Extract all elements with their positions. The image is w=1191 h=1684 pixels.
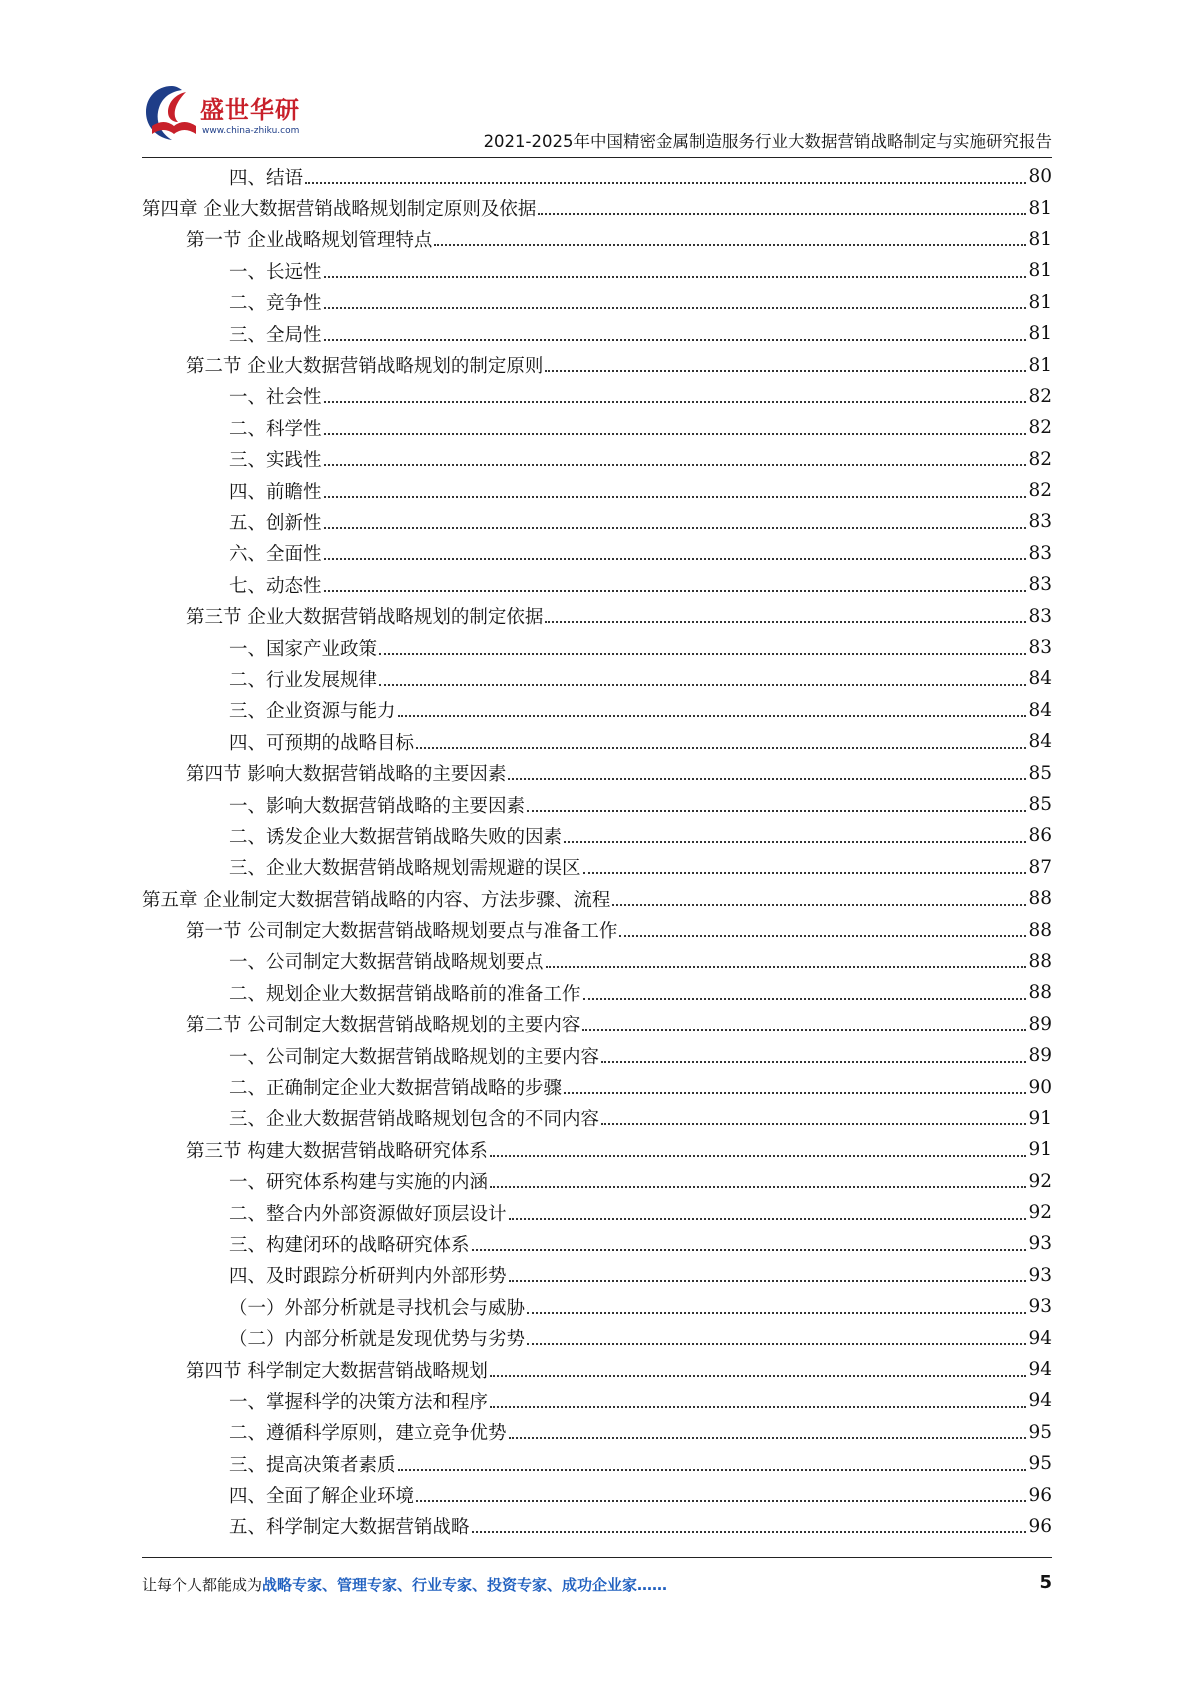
toc-dot-leader xyxy=(324,307,1027,309)
toc-entry-title: 六、全面性 xyxy=(229,544,322,566)
toc-entry[interactable] xyxy=(142,946,1052,977)
toc-entry-page: 92 xyxy=(1028,1202,1052,1224)
toc-dot-leader xyxy=(305,182,1026,184)
toc-entry-page: 88 xyxy=(1028,950,1052,972)
toc-dot-leader xyxy=(509,1437,1027,1439)
toc-entry-title: 四、可预期的战略目标 xyxy=(229,732,415,754)
toc-entry-page: 96 xyxy=(1028,1515,1052,1537)
toc-entry[interactable] xyxy=(142,1166,1052,1197)
toc-entry-page: 93 xyxy=(1028,1264,1052,1286)
toc-dot-leader xyxy=(379,653,1026,655)
toc-entry-page: 94 xyxy=(1028,1327,1052,1349)
report-title: 2021-2025年中国精密金属制造服务行业大数据营销战略制定与实施研究报告 xyxy=(483,132,1052,151)
toc-entry[interactable] xyxy=(142,695,1052,726)
toc-entry-page: 89 xyxy=(1028,1013,1052,1035)
toc-entry-title: 二、行业发展规律 xyxy=(229,669,378,691)
toc-entry-title: 三、全局性 xyxy=(229,324,322,346)
toc-entry-title: 四、结语 xyxy=(229,167,304,189)
toc-entry-page: 83 xyxy=(1028,574,1052,596)
toc-entry-title: 三、企业资源与能力 xyxy=(229,701,396,723)
page-header xyxy=(142,80,1052,160)
toc-dot-leader xyxy=(398,1469,1027,1471)
toc-dot-leader xyxy=(324,496,1027,498)
toc-entry-title: 一、社会性 xyxy=(229,387,322,409)
toc-entry-page: 81 xyxy=(1028,228,1052,250)
toc-entry-page: 93 xyxy=(1028,1233,1052,1255)
footer-slogan-highlight: 战略专家、管理专家、行业专家、投资专家、成功企业家…… xyxy=(262,1576,668,1594)
toc-entry-title: 五、创新性 xyxy=(229,512,322,534)
toc-entry-page: 83 xyxy=(1028,637,1052,659)
toc-entry[interactable] xyxy=(142,349,1052,380)
toc-dot-leader xyxy=(416,1500,1026,1502)
toc-dot-leader xyxy=(324,590,1027,592)
toc-entry[interactable] xyxy=(142,1291,1052,1322)
toc-entry[interactable] xyxy=(142,1511,1052,1542)
toc-entry-page: 84 xyxy=(1028,699,1052,721)
company-logo xyxy=(142,82,312,152)
toc-entry-title: 七、动态性 xyxy=(229,575,322,597)
toc-entry-title: 二、规划企业大数据营销战略前的准备工作 xyxy=(229,983,581,1005)
toc-entry[interactable] xyxy=(142,161,1052,192)
toc-entry[interactable] xyxy=(142,1134,1052,1165)
toc-entry-page: 88 xyxy=(1028,919,1052,941)
toc-entry-page: 95 xyxy=(1028,1421,1052,1443)
toc-entry-title: 第二节 企业大数据营销战略规划的制定原则 xyxy=(186,356,544,378)
toc-dot-leader xyxy=(582,1029,1026,1031)
toc-entry[interactable] xyxy=(142,1071,1052,1102)
toc-entry-title: 一、公司制定大数据营销战略规划要点 xyxy=(229,952,544,974)
toc-entry[interactable] xyxy=(142,1322,1052,1353)
toc-entry-title: 一、影响大数据营销战略的主要因素 xyxy=(229,795,526,817)
toc-entry[interactable] xyxy=(142,852,1052,883)
toc-dot-leader xyxy=(490,1186,1026,1188)
toc-entry-page: 82 xyxy=(1028,448,1052,470)
toc-entry[interactable] xyxy=(142,726,1052,757)
toc-entry[interactable] xyxy=(142,1040,1052,1071)
toc-entry-page: 89 xyxy=(1028,1045,1052,1067)
toc-entry[interactable] xyxy=(142,224,1052,255)
toc-entry-page: 82 xyxy=(1028,385,1052,407)
toc-dot-leader xyxy=(601,1061,1026,1063)
toc-dot-leader xyxy=(472,1531,1027,1533)
toc-entry-title: 三、构建闭环的战略研究体系 xyxy=(229,1234,470,1256)
toc-entry-title: 三、企业大数据营销战略规划需规避的误区 xyxy=(229,858,581,880)
toc-entry-page: 94 xyxy=(1028,1390,1052,1412)
toc-entry-title: 一、掌握科学的决策方法和程序 xyxy=(229,1391,489,1413)
toc-entry-page: 84 xyxy=(1028,731,1052,753)
toc-entry[interactable] xyxy=(142,757,1052,788)
toc-dot-leader xyxy=(324,339,1027,341)
toc-entry[interactable] xyxy=(142,1197,1052,1228)
toc-entry-title: 一、公司制定大数据营销战略规划的主要内容 xyxy=(229,1046,600,1068)
toc-entry-title: 第二节 公司制定大数据营销战略规划的主要内容 xyxy=(186,1015,581,1037)
toc-dot-leader xyxy=(434,244,1026,246)
toc-entry-page: 81 xyxy=(1028,260,1052,282)
toc-entry-page: 96 xyxy=(1028,1484,1052,1506)
toc-entry-title: 一、研究体系构建与实施的内涵 xyxy=(229,1172,489,1194)
toc-entry-title: 二、整合内外部资源做好顶层设计 xyxy=(229,1203,507,1225)
toc-entry-title: 五、科学制定大数据营销战略 xyxy=(229,1517,470,1539)
toc-dot-leader xyxy=(509,1280,1027,1282)
toc-entry-title: 第四章 企业大数据营销战略规划制定原则及依据 xyxy=(142,199,537,221)
toc-entry[interactable] xyxy=(142,1103,1052,1134)
toc-dot-leader xyxy=(527,810,1026,812)
toc-entry-page: 86 xyxy=(1028,825,1052,847)
toc-entry[interactable] xyxy=(142,632,1052,663)
toc-entry-page: 91 xyxy=(1028,1139,1052,1161)
toc-entry-page: 81 xyxy=(1028,291,1052,313)
toc-entry[interactable] xyxy=(142,1385,1052,1416)
toc-dot-leader xyxy=(508,778,1026,780)
toc-entry[interactable] xyxy=(142,663,1052,694)
toc-dot-leader xyxy=(324,276,1027,278)
toc-entry-title: 第四节 科学制定大数据营销战略规划 xyxy=(186,1360,488,1382)
logo-title: 盛世华研 xyxy=(200,96,300,124)
toc-entry[interactable] xyxy=(142,1228,1052,1259)
toc-entry[interactable] xyxy=(142,318,1052,349)
toc-entry-page: 93 xyxy=(1028,1296,1052,1318)
toc-dot-leader xyxy=(398,715,1027,717)
toc-entry-title: 第三节 构建大数据营销战略研究体系 xyxy=(186,1140,488,1162)
toc-entry[interactable] xyxy=(142,1448,1052,1479)
toc-entry[interactable] xyxy=(142,506,1052,537)
toc-entry[interactable] xyxy=(142,789,1052,820)
toc-entry-page: 88 xyxy=(1028,888,1052,910)
toc-dot-leader xyxy=(545,370,1026,372)
toc-entry[interactable] xyxy=(142,538,1052,569)
toc-dot-leader xyxy=(416,747,1026,749)
toc-entry[interactable] xyxy=(142,820,1052,851)
toc-entry-title: 四、前瞻性 xyxy=(229,481,322,503)
toc-entry-page: 82 xyxy=(1028,417,1052,439)
toc-entry-title: 二、竞争性 xyxy=(229,293,322,315)
toc-entry[interactable] xyxy=(142,255,1052,286)
header-divider xyxy=(142,157,1052,158)
toc-entry-page: 85 xyxy=(1028,762,1052,784)
toc-entry-title: 三、实践性 xyxy=(229,450,322,472)
toc-entry-page: 94 xyxy=(1028,1359,1052,1381)
toc-entry-title: （一）外部分析就是寻找机会与威胁 xyxy=(229,1297,526,1319)
toc-dot-leader xyxy=(324,558,1027,560)
toc-entry[interactable] xyxy=(142,883,1052,914)
table-of-contents xyxy=(142,161,1052,1542)
toc-entry-page: 81 xyxy=(1028,354,1052,376)
toc-entry-title: （二）内部分析就是发现优势与劣势 xyxy=(229,1329,526,1351)
toc-entry[interactable] xyxy=(142,475,1052,506)
toc-entry[interactable] xyxy=(142,569,1052,600)
toc-dot-leader xyxy=(324,433,1027,435)
footer-divider xyxy=(142,1557,1052,1558)
toc-entry-page: 92 xyxy=(1028,1170,1052,1192)
toc-entry-page: 82 xyxy=(1028,480,1052,502)
toc-dot-leader xyxy=(490,1406,1026,1408)
toc-dot-leader xyxy=(490,1375,1027,1377)
toc-dot-leader xyxy=(619,935,1026,937)
toc-dot-leader xyxy=(601,1123,1026,1125)
toc-entry[interactable] xyxy=(142,1354,1052,1385)
toc-dot-leader xyxy=(324,527,1027,529)
toc-entry-title: 二、诱发企业大数据营销战略失败的因素 xyxy=(229,826,563,848)
toc-entry-title: 第一节 公司制定大数据营销战略规划要点与准备工作 xyxy=(186,921,618,943)
toc-dot-leader xyxy=(583,998,1027,1000)
toc-entry[interactable] xyxy=(142,287,1052,318)
toc-dot-leader xyxy=(472,1249,1027,1251)
toc-entry[interactable] xyxy=(142,1009,1052,1040)
toc-entry-page: 83 xyxy=(1028,605,1052,627)
toc-entry-page: 90 xyxy=(1028,1076,1052,1098)
toc-dot-leader xyxy=(509,1218,1027,1220)
toc-entry[interactable] xyxy=(142,192,1052,223)
toc-entry-title: 四、全面了解企业环境 xyxy=(229,1486,415,1508)
toc-dot-leader xyxy=(564,841,1026,843)
toc-dot-leader xyxy=(527,1343,1026,1345)
toc-entry-title: 第一节 企业战略规划管理特点 xyxy=(186,230,433,252)
toc-entry-page: 81 xyxy=(1028,323,1052,345)
toc-entry-page: 87 xyxy=(1028,856,1052,878)
toc-entry-page: 81 xyxy=(1028,197,1052,219)
toc-entry-page: 88 xyxy=(1028,982,1052,1004)
toc-entry-title: 第五章 企业制定大数据营销战略的内容、方法步骤、流程 xyxy=(142,889,611,911)
toc-entry-title: 四、及时跟踪分析研判内外部形势 xyxy=(229,1266,507,1288)
toc-entry[interactable] xyxy=(142,1260,1052,1291)
toc-entry[interactable] xyxy=(142,381,1052,412)
toc-dot-leader xyxy=(324,464,1027,466)
toc-entry[interactable] xyxy=(142,1417,1052,1448)
toc-entry-page: 84 xyxy=(1028,668,1052,690)
toc-entry-title: 一、长远性 xyxy=(229,261,322,283)
toc-entry[interactable] xyxy=(142,412,1052,443)
toc-dot-leader xyxy=(545,621,1026,623)
toc-entry-page: 91 xyxy=(1028,1107,1052,1129)
toc-entry-page: 80 xyxy=(1028,166,1052,188)
logo-url: www.china-zhiku.com xyxy=(202,126,300,136)
toc-entry-page: 83 xyxy=(1028,542,1052,564)
toc-entry-title: 二、遵循科学原则，建立竞争优势 xyxy=(229,1423,507,1445)
toc-entry-title: 一、国家产业政策 xyxy=(229,638,378,660)
toc-entry-page: 85 xyxy=(1028,794,1052,815)
toc-dot-leader xyxy=(583,872,1027,874)
toc-entry-title: 第三节 企业大数据营销战略规划的制定依据 xyxy=(186,607,544,629)
toc-dot-leader xyxy=(538,213,1026,215)
footer-slogan xyxy=(142,1574,667,1595)
toc-dot-leader xyxy=(490,1155,1027,1157)
toc-dot-leader xyxy=(379,684,1026,686)
toc-entry[interactable] xyxy=(142,914,1052,945)
toc-entry-title: 二、正确制定企业大数据营销战略的步骤 xyxy=(229,1078,563,1100)
toc-entry[interactable] xyxy=(142,600,1052,631)
toc-entry-title: 二、科学性 xyxy=(229,418,322,440)
toc-entry[interactable] xyxy=(142,1479,1052,1510)
toc-dot-leader xyxy=(564,1092,1026,1094)
toc-entry[interactable] xyxy=(142,444,1052,475)
toc-dot-leader xyxy=(324,401,1027,403)
toc-dot-leader xyxy=(612,904,1026,906)
page-number: 5 xyxy=(1039,1572,1052,1593)
toc-dot-leader xyxy=(546,966,1027,968)
toc-entry-title: 三、企业大数据营销战略规划包含的不同内容 xyxy=(229,1109,600,1131)
toc-dot-leader xyxy=(527,1312,1026,1314)
toc-entry-page: 83 xyxy=(1028,511,1052,533)
toc-entry-title: 三、提高决策者素质 xyxy=(229,1454,396,1476)
toc-entry-title: 第四节 影响大数据营销战略的主要因素 xyxy=(186,764,507,786)
footer-slogan-prefix: 让每个人都能成为 xyxy=(142,1576,263,1594)
toc-entry[interactable] xyxy=(142,977,1052,1008)
toc-entry-page: 95 xyxy=(1028,1453,1052,1475)
logo-emblem-icon xyxy=(142,82,204,144)
